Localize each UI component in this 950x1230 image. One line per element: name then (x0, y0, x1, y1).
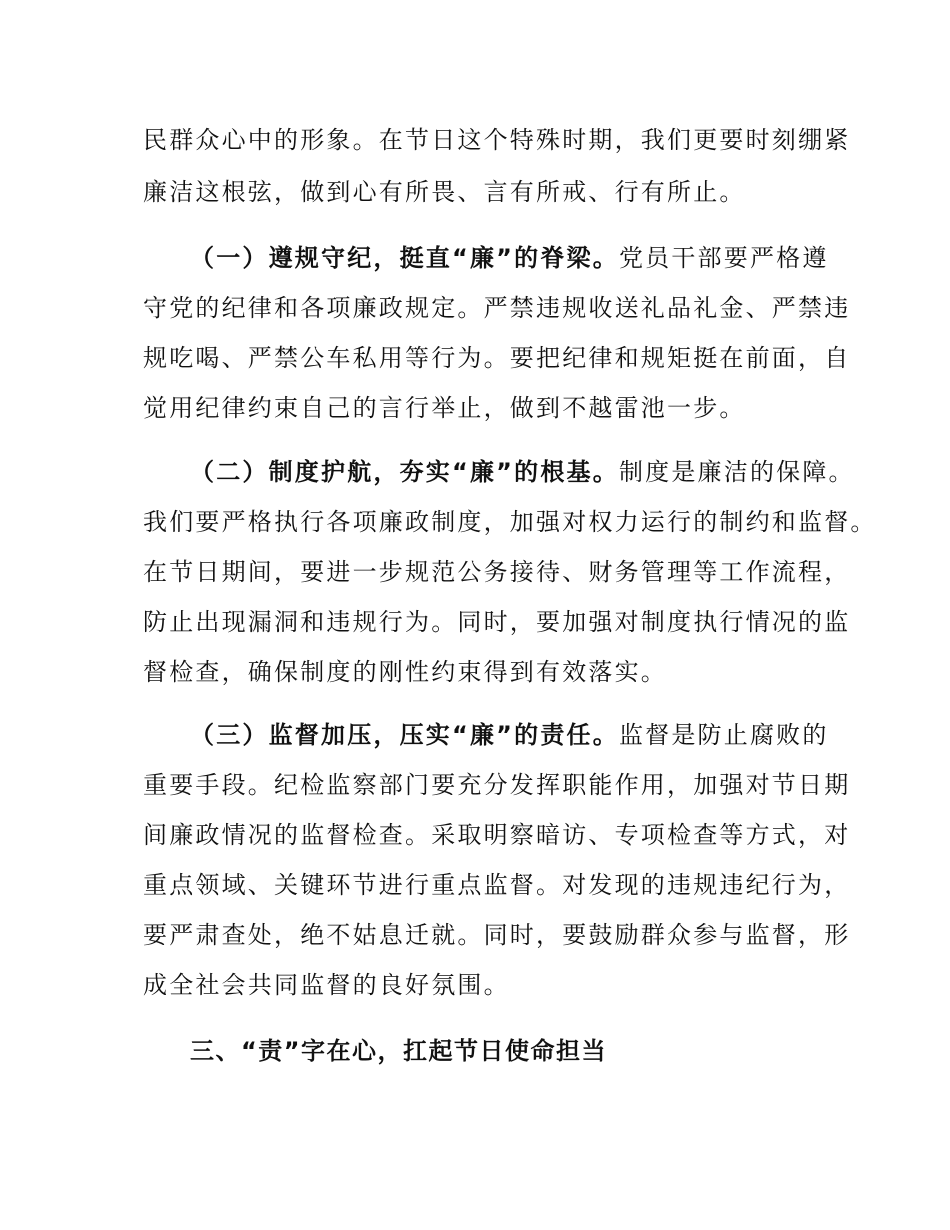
section1-line-2: 守党的纪律和各项廉政规定。严禁违规收送礼品礼金、严禁违 (143, 294, 851, 322)
section3-line-1 (190, 720, 829, 750)
section3-line-3: 间廉政情况的监督检查。采取明察暗访、专项检查等方式，对 (143, 821, 851, 849)
section1-lead: （一）遵规守纪，挺直“廉”的脊梁。 (190, 244, 619, 272)
section3-lead: （三）监督加压，压实“廉”的责任。 (190, 721, 619, 749)
intro-line-2: 廉洁这根弦，做到心有所畏、言有所戒、行有所止。 (143, 178, 746, 206)
section2-line-1 (190, 457, 855, 487)
section3-line-6: 成全社会共同监督的良好氛围。 (143, 971, 510, 999)
section2-line-1-rest: 制度是廉洁的保障。 (618, 458, 855, 486)
section2-line-5: 督检查，确保制度的刚性约束得到有效落实。 (143, 658, 667, 686)
section2-line-3: 在节日期间，要进一步规范公务接待、财务管理等工作流程， (143, 558, 851, 586)
section1-line-4: 觉用纪律约束自己的言行举止，做到不越雷池一步。 (143, 394, 746, 422)
section2-line-4: 防止出现漏洞和违规行为。同时，要加强对制度执行情况的监 (143, 608, 851, 636)
section1-line-3: 规吃喝、严禁公车私用等行为。要把纪律和规矩挺在前面，自 (143, 344, 851, 372)
section3-line-4: 重点领域、关键环节进行重点监督。对发现的违规违纪行为， (143, 871, 851, 899)
section2-lead: （二）制度护航，夯实“廉”的根基。 (190, 458, 619, 486)
heading-section-3: 三、“责”字在心，扛起节日使命担当 (190, 1037, 608, 1065)
section3-line-2: 重要手段。纪检监察部门要充分发挥职能作用，加强对节日期 (143, 771, 851, 799)
section1-line-1 (190, 243, 829, 273)
section3-line-1-rest: 监督是防止腐败的 (618, 721, 829, 749)
section3-line-5: 要严肃查处，绝不姑息迁就。同时，要鼓励群众参与监督，形 (143, 921, 851, 949)
section2-line-2: 我们要严格执行各项廉政制度，加强对权力运行的制约和监督。 (143, 508, 877, 536)
section1-line-1-rest: 党员干部要严格遵 (618, 244, 829, 272)
intro-line-1: 民群众心中的形象。在节日这个特殊时期，我们更要时刻绷紧 (143, 126, 851, 154)
